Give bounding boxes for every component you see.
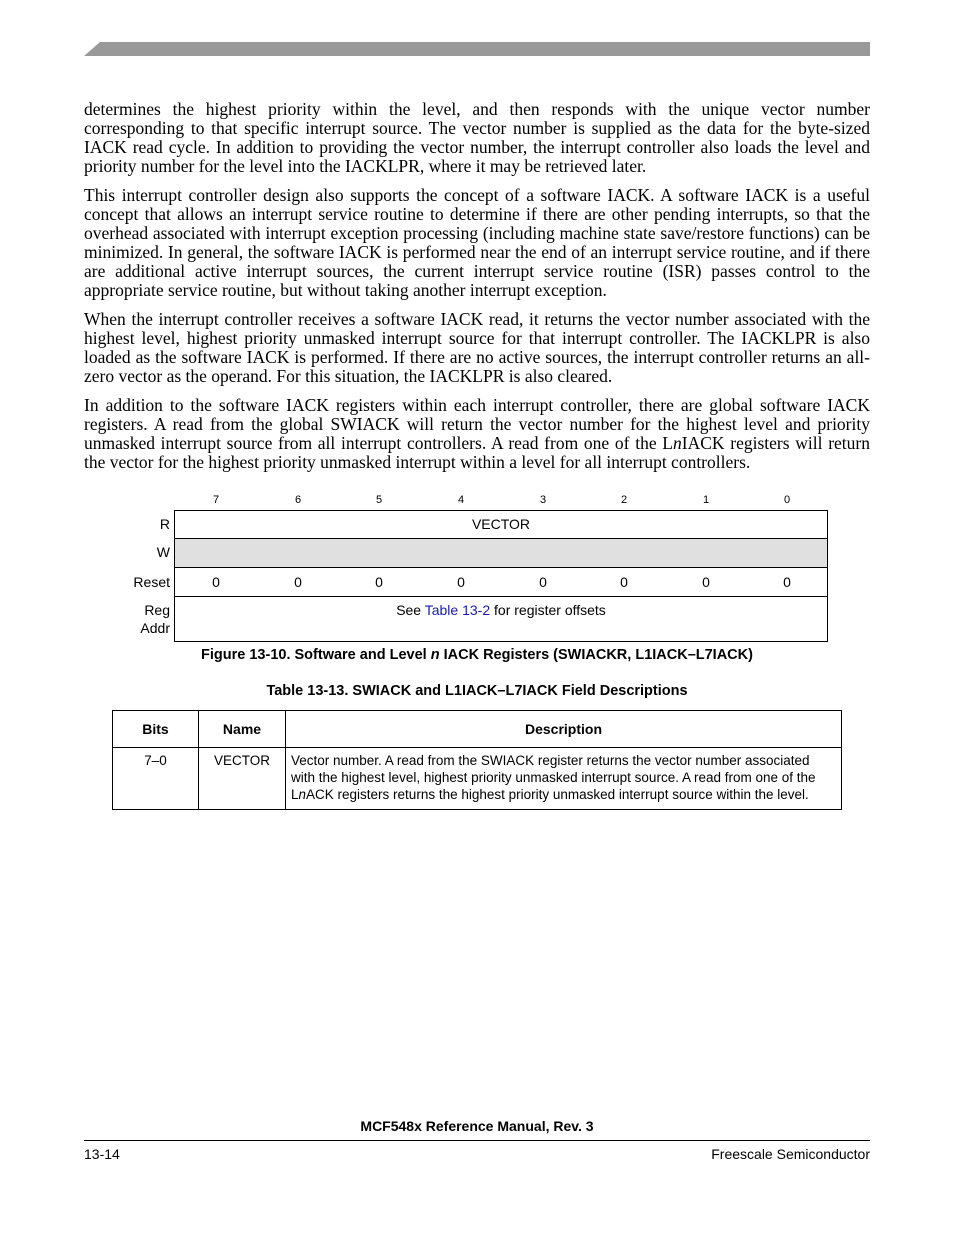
reset-value: 0 [702,574,710,590]
figure-caption [84,647,870,663]
read-field-vector [174,510,828,539]
bit-number: 6 [294,494,302,506]
reset-value: 0 [375,574,383,590]
paragraph-3: When the interrupt controller receives a software IACK read, it returns the vector number associated with the highest level, highest priority unmasked interrupt source for that interrupt controller. The IACKLPR is also loaded as the software IACK is performed. If there are no active sources, the interrupt controller returns an all-zero vector as the operand. For this situation, the IACKLPR is also cleared. [84,309,870,386]
bit-number: 7 [212,494,220,506]
paragraph-4-text-b: IACK registers will return the vector for the highest priority unmasked interrupt within a level for all interrupt controllers. [84,433,870,472]
bit-number: 4 [457,494,465,506]
reset-value: 0 [212,574,220,590]
bit-number: 0 [783,494,791,506]
row-label-reset: Reset [133,574,170,590]
page-number: 13-14 [84,1146,120,1162]
row-label-reg: Reg [144,602,170,618]
header-name: Name [199,711,286,748]
header-description: Description [286,711,842,748]
footer-title: MCF548x Reference Manual, Rev. 3 [360,1118,594,1134]
row-label-r: R [159,516,170,532]
paragraph-4-text-a: In addition to the software IACK registers within each interrupt controller, there are global software IACK registers. A read from the global SWIACK will return the vector number for the highest level and priority unmasked interrupt source from all interrupt controllers. A read from one of the L [84,395,870,453]
paragraph-4 [84,396,870,472]
paragraph-2: This interrupt controller design also supports the concept of a software IACK. A software IACK is a useful concept that allows an interrupt service routine to determine if there are other pending interrupts, so that the overhead associated with interrupt exception processing (including machine state save/restore functions) can be minimized. In general, the software IACK is performed near the end of an interrupt service routine, and if there are additional active interrupt sources, the current interrupt service routine (ISR) passes control to the appropriate service routine, but without taking another interrupt exception. [84,185,870,300]
table-13-2-link[interactable]: Table 13-2 [424,602,491,618]
addr-text-a: See [396,602,425,618]
cell-bits: 7–0 [113,748,199,810]
table-header-row [113,711,842,748]
bit-number: 3 [539,494,547,506]
table-row [113,748,842,810]
description-text-a: Vector number. A read from the SWIACK register returns the vector number associated with the highest level, highest priority unmasked interrupt source. A read from one of the L [291,753,816,802]
reset-value: 0 [294,574,302,590]
figure-caption-text-a: Figure 13-10. Software and Level [201,647,431,663]
reset-value: 0 [783,574,791,590]
cell-description [286,748,842,810]
row-label-addr: Addr [140,620,170,636]
reg-addr-field [174,596,828,642]
paragraph-1: determines the highest priority within the level, and then responds with the unique vector number corresponding to that specific interrupt source. The vector number is supplied as the data for the byte-sized IACK read cycle. In addition to providing the vector number, the interrupt controller also loads the level and priority number for the level into the IACKLPR, where it may be retrieved later. [84,99,870,176]
paragraph-4-italic: n [673,433,682,453]
write-field [174,538,828,568]
bit-number: 2 [620,494,628,506]
reset-value: 0 [457,574,465,590]
addr-text-b: for register offsets [490,602,606,618]
company-name: Freescale Semiconductor [711,1146,870,1162]
bit-number: 5 [375,494,383,506]
field-description-table [112,710,842,810]
bit-number: 1 [702,494,710,506]
header-bar [84,42,870,56]
cell-name: VECTOR [199,748,286,810]
figure-caption-italic: n [430,647,440,663]
footer-divider [84,1140,870,1141]
header-bits: Bits [113,711,199,748]
register-diagram [84,490,870,650]
description-text-b: ACK registers returns the highest priority unmasked interrupt source within the level. [306,787,809,802]
reset-value: 0 [620,574,628,590]
field-name: VECTOR [471,516,531,532]
reset-value: 0 [539,574,547,590]
row-label-w: W [156,544,170,560]
reset-row [174,567,828,597]
table-caption: Table 13-13. SWIACK and L1IACK–L7IACK Field Descriptions [266,683,688,699]
body-text [84,100,870,482]
figure-caption-text-b: IACK Registers (SWIACKR, L1IACK–L7IACK) [439,647,753,663]
description-italic: n [298,787,307,802]
